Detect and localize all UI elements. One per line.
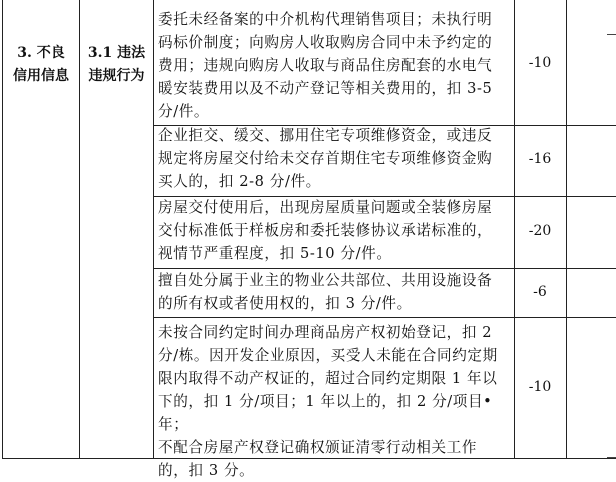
- deduction-score: -20: [528, 223, 552, 239]
- gutter-mark: [607, 457, 616, 458]
- criterion-line: 的所有权或者使用权的，扣 3 分/件。: [158, 295, 412, 312]
- criterion-text: [158, 8, 512, 123]
- table-divider-col2: [153, 0, 154, 459]
- criterion-line: 擅自处分属于业主的物业公共部位、共用设施设备: [158, 272, 493, 289]
- secondary-category: [80, 42, 153, 88]
- criterion-line: 买人的，扣 2-8 分/件。: [158, 173, 321, 190]
- criterion-line: 暖安装费用以及不动产登记等相关费用的，扣 3-5: [158, 80, 493, 97]
- deduction-score: -6: [533, 284, 547, 300]
- criterion-line: 费用；违规向购房人收取与商品住房配套的水电气: [158, 57, 493, 74]
- row-divider: [153, 317, 616, 318]
- deduction-score: -10: [528, 55, 552, 71]
- deduction-score: -16: [528, 151, 552, 167]
- primary-category-line: 3. 不良: [17, 45, 65, 61]
- criterion-line: 的，扣 3 分。: [158, 462, 255, 479]
- criterion-text: [158, 124, 512, 193]
- criterion-line: 限内取得不动产权证的，超过合同约定期限 1 年以: [158, 370, 498, 387]
- criterion-line: 企业拒交、缓交、挪用住宅专项维修资金，或违反: [158, 127, 493, 144]
- criterion-line: 下的，扣 1 分/项目；1 年以上的，扣 2 分/项目•年；: [158, 393, 493, 433]
- criterion-line: 视情节严重程度，扣 5-10 分/件。: [158, 245, 392, 262]
- criterion-line: 房屋交付使用后，出现房屋质量问题或全装修房屋: [158, 199, 493, 216]
- criterion-line: 委托未经备案的中介机构代理销售项目；未执行明: [158, 11, 493, 28]
- criterion-line: 规定将房屋交付给未交存首期住宅专项维修资金购: [158, 150, 493, 167]
- criterion-text: [158, 196, 512, 265]
- criterion-line: 码标价制度；向购房人收取购房合同中未予约定的: [158, 34, 493, 51]
- secondary-category-line: 3.1 违法: [87, 45, 146, 61]
- criterion-line: 不配合房屋产权登记确权颁证清零行动相关工作: [158, 439, 478, 456]
- deduction-score: -10: [528, 379, 552, 395]
- criterion-text: [158, 269, 512, 315]
- table-divider-col4: [566, 0, 567, 459]
- criterion-line: 分/件。: [158, 103, 210, 120]
- criterion-line: 未按合同约定时间办理商品房产权初始登记，扣 2: [158, 324, 493, 341]
- criterion-line: 分/栋。因开发企业原因，买受人未能在合同约定期: [158, 347, 498, 364]
- primary-category: [3, 42, 79, 88]
- criterion-line: 交付标准低于样板房和委托装修协议承诺标准的，: [158, 222, 493, 239]
- secondary-category-line: 违规行为: [88, 68, 145, 84]
- criterion-text: [158, 321, 512, 482]
- gutter-mark: [607, 34, 616, 35]
- table-divider-col3: [514, 0, 515, 459]
- primary-category-line: 信用信息: [13, 68, 69, 84]
